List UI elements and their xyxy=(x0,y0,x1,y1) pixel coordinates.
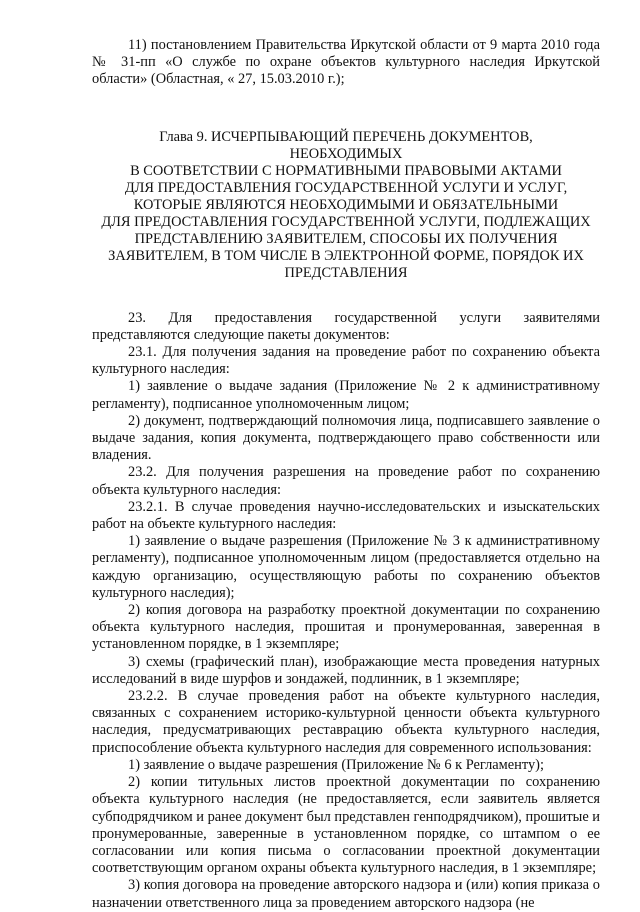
paragraph: 3) копия договора на проведение авторского надзора и (или) копия приказа о назначении ответственного лица за проведением авторского надзора (не xyxy=(92,877,600,911)
heading-line: Глава 9. ИСЧЕРПЫВАЮЩИЙ ПЕРЕЧЕНЬ ДОКУМЕНТОВ, xyxy=(159,128,533,145)
paragraph: 23.1. Для получения задания на проведение работ по сохранению объекта культурного наследия: xyxy=(92,344,600,378)
heading-line: В СООТВЕТСТВИИ С НОРМАТИВНЫМИ ПРАВОВЫМИ АКТАМИ xyxy=(130,162,562,179)
paragraph: 23.2.2. В случае проведения работ на объекте культурного наследия, связанных с сохранением историко-культурной ценности объекта культурного наследия, предусматривающих реставрацию объекта культурного наследия, приспособление объекта культурного наследия для современного использования: xyxy=(92,688,600,756)
paragraph: 23.2.1. В случае проведения научно-исследовательских и изыскательских работ на объекте культурного наследия: xyxy=(92,498,600,533)
heading-line: ПРЕДСТАВЛЕНИЯ xyxy=(284,264,408,281)
paragraph: 1) заявление о выдаче разрешения (Приложение № 6 к Регламенту); xyxy=(128,756,544,773)
paragraph: 23. Для предоставления государственной услуги заявителями представляются следующие пакеты документов: xyxy=(92,309,600,343)
chapter-heading xyxy=(92,129,600,282)
paragraph: 2) документ, подтверждающий полномочия лица, подписавшего заявление о выдаче задания, копия документа, подтверждающего право собственности или владения. xyxy=(92,412,600,464)
heading-line: НЕОБХОДИМЫХ xyxy=(289,145,403,162)
paragraph: 1) заявление о выдаче задания (Приложение № 2 к административному регламенту), подписанное уполномоченным лицом; xyxy=(92,378,600,412)
intro-paragraph: 11) постановлением Правительства Иркутской области от 9 марта 2010 года № 31-пп «О службе по охране объектов культурного наследия Иркутской области» (Областная, « 27, 15.03.2010 г.); xyxy=(92,37,600,88)
paragraph: 23.2. Для получения разрешения на проведение работ по сохранению объекта культурного наследия: xyxy=(92,464,600,498)
heading-line: ЗАЯВИТЕЛЕМ, В ТОМ ЧИСЛЕ В ЭЛЕКТРОННОЙ ФОРМЕ, ПОРЯДОК ИХ xyxy=(108,247,584,264)
paragraph: 3) схемы (графический план), изображающие места проведения натурных исследований в виде шурфов и зондажей, подлинник, в 1 экземпляре; xyxy=(92,653,600,687)
heading-line: ДЛЯ ПРЕДОСТАВЛЕНИЯ ГОСУДАРСТВЕННОЙ УСЛУГИ И УСЛУГ, xyxy=(124,179,568,196)
paragraph: 2) копии титульных листов проектной документации по сохранению объекта культурного наследия (не предоставляется, если заявитель является субподрядчиком и ранее документ был представлен генподрядчиком), прошитые и пронумерованные, заверенные в установленном порядке, со штампом о ее согласовании или копия письма о согласовании проектной документации соответствующим органом охраны объекта культурного наследия, в 1 экземпляре; xyxy=(92,774,601,877)
paragraph: 1) заявление о выдаче разрешения (Приложение № 3 к административному регламенту), подписанное уполномоченным лицом (предоставляется отдельно на каждую организацию, осуществляющую работы по сохранению объектов культурного наследия); xyxy=(92,533,600,601)
heading-line: ДЛЯ ПРЕДОСТАВЛЕНИЯ ГОСУДАРСТВЕННОЙ УСЛУГИ, ПОДЛЕЖАЩИХ xyxy=(101,213,591,230)
body-text xyxy=(92,310,600,912)
heading-line: КОТОРЫЕ ЯВЛЯЮТСЯ НЕОБХОДИМЫМИ И ОБЯЗАТЕЛЬНЫМИ xyxy=(133,196,559,213)
heading-line: ПРЕДСТАВЛЕНИЮ ЗАЯВИТЕЛЕМ, СПОСОБЫ ИХ ПОЛУЧЕНИЯ xyxy=(134,230,558,247)
paragraph: 2) копия договора на разработку проектной документации по сохранению объекта культурного наследия, прошитая и пронумерованная, заверенная в установленном порядке, в 1 экземпляре; xyxy=(92,602,600,653)
